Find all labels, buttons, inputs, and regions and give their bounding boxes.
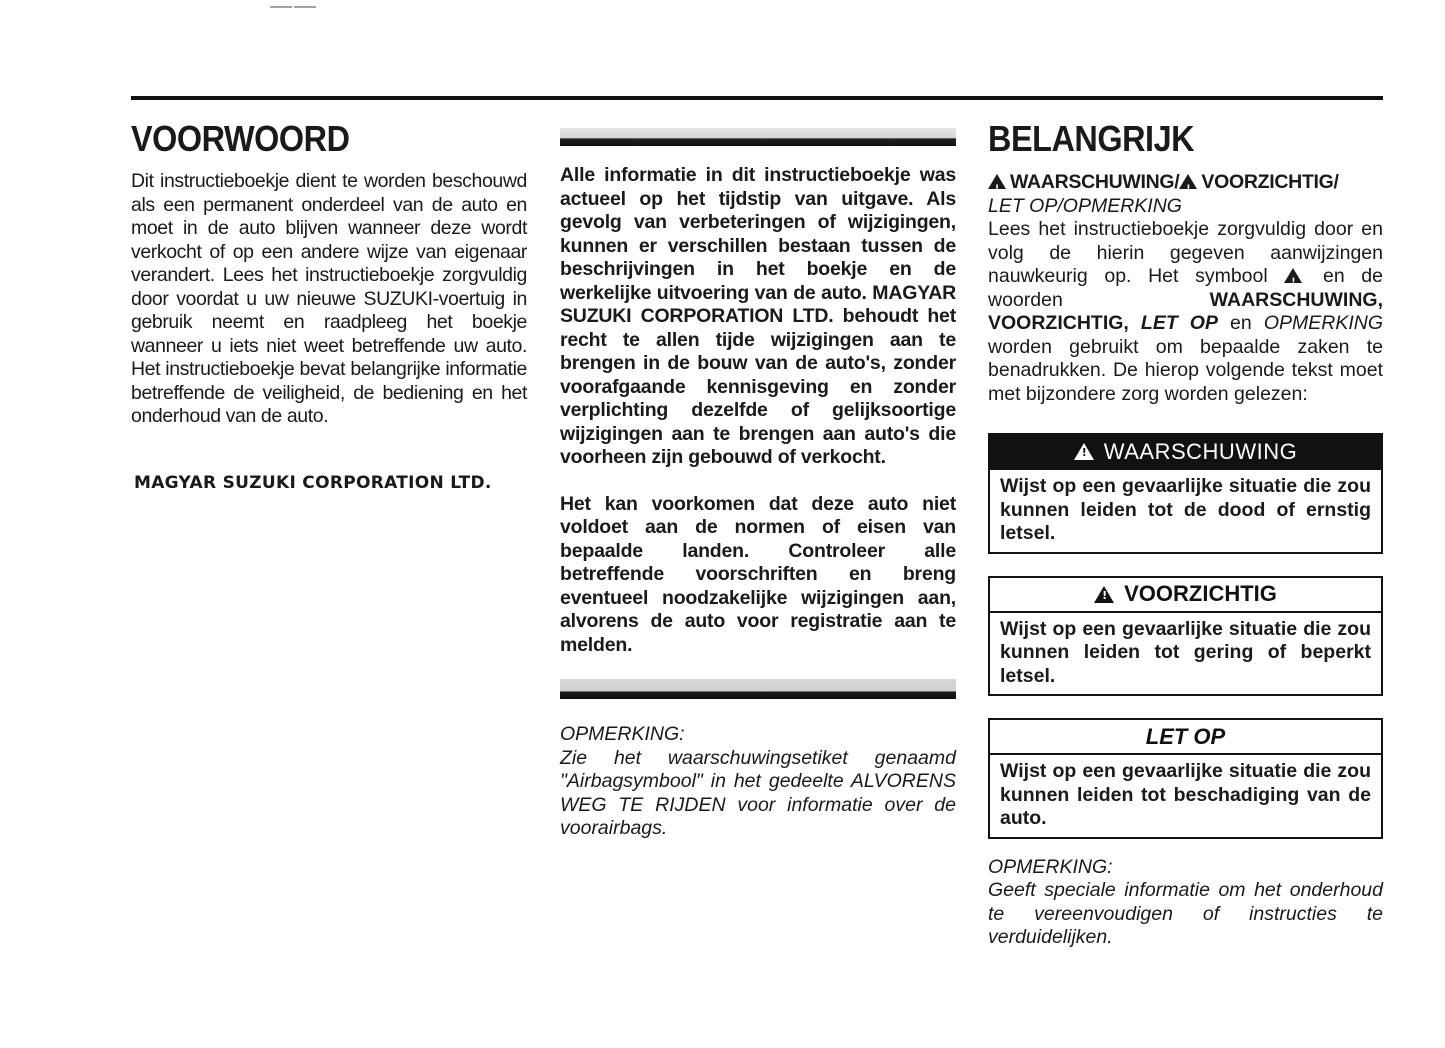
intro-part-4: worden gebruikt om bepaalde zaken te benadrukken. De hierop volgende tekst moet met bijzondere zorg worden gelezen: bbox=[988, 335, 1383, 405]
warning-triangle-icon bbox=[1284, 268, 1302, 283]
info-paragraph-1: Alle informatie in dit instructieboekje was actueel op het tijdstip van uitgave. Als gevolg van verbeteringen of wijzigingen, kunnen er verschillen bestaan tussen de beschrijvingen in het boekje en de werkelijke uitvoering van de auto. MAGYAR SUZUKI CORPORATION LTD. behoudt het recht te allen tijde wijzigingen aan te brengen in de bouw van de auto's, zonder voorafgaande kennisgeving en zonder verplichting dezelfde of gelijksoortige wijzigingen aan te brengen aan auto's die voorheen zijn gebouwd of verkocht. bbox=[560, 164, 956, 468]
warning-box bbox=[988, 433, 1383, 554]
heading-belangrijk: BELANGRIJK bbox=[988, 118, 1195, 159]
warning-triangle-icon bbox=[1094, 586, 1114, 603]
notice-box bbox=[988, 718, 1383, 839]
column-information bbox=[560, 128, 956, 841]
voorwoord-paragraph: Dit instructieboekje dient te worden beschouwd als een permanent onderdeel van de auto en moet in de auto blijven wanneer deze wordt verkocht of op een andere wijze van eigenaar verandert. Lees het instructieboekje zorgvuldig door voordat u uw nieuwe SUZUKI-voertuig in gebruik neemt en raadpleeg het boekje wanneer u iets niet weet betreffende uw auto. Het instructieboekje bevat belangrijke informatie betreffende de veiligheid, de bediening en het onderhoud van de auto. bbox=[131, 170, 527, 427]
warning-box-text: Wijst op een gevaarlijke situatie die zou kunnen leiden tot de dood of ernstig letsel. bbox=[1000, 475, 1371, 544]
top-rule bbox=[131, 96, 1383, 100]
signal-words-line bbox=[988, 170, 1383, 194]
caution-box bbox=[988, 576, 1383, 697]
caution-box-header bbox=[990, 578, 1381, 613]
signal-words-subline: LET OP/OPMERKING bbox=[988, 195, 1182, 217]
intro-part-2: en de woorden bbox=[988, 265, 1383, 311]
column-belangrijk bbox=[988, 118, 1383, 950]
section-bar-bottom bbox=[560, 679, 956, 699]
heading-voorwoord: VOORWOORD bbox=[131, 118, 350, 159]
intro-bold-words: WAARSCHUWING, VOORZICHTIG, bbox=[988, 288, 1383, 334]
intro-part-1: Lees het instructieboekje zorgvuldig door en volg de hierin gegeven aanwijzingen nauwkeurig op. Het symbool bbox=[988, 218, 1383, 287]
company-signature: MAGYAR SUZUKI CORPORATION LTD. bbox=[134, 472, 492, 493]
warning-triangle-icon bbox=[988, 174, 1006, 189]
notice-box-header bbox=[990, 720, 1381, 755]
belangrijk-intro bbox=[988, 218, 1383, 406]
signal-word-waarschuwing: WAARSCHUWING/ bbox=[1010, 171, 1180, 193]
note-text: Zie het waarschuwingsetiket genaamd "Airbagsymbool" in het gedeelte ALVORENS WEG TE RIJDEN voor informatie over de voorairbags. bbox=[560, 746, 956, 839]
warning-box-header bbox=[990, 435, 1381, 470]
intro-part-3: en bbox=[1230, 312, 1252, 334]
warning-box-title: WAARSCHUWING bbox=[1103, 438, 1298, 464]
notice-box-text: Wijst op een gevaarlijke situatie die zou kunnen leiden tot beschadiging van de auto. bbox=[1000, 760, 1371, 829]
warning-triangle-icon bbox=[1179, 174, 1197, 189]
intro-opmerking: OPMERKING bbox=[1263, 312, 1383, 334]
notice-box-title: LET OP bbox=[1145, 723, 1226, 749]
signal-word-voorzichtig: VOORZICHTIG/ bbox=[1201, 171, 1339, 193]
note-label: OPMERKING: bbox=[560, 723, 685, 745]
right-note-text: Geeft speciale informatie om het onderhoud te vereenvoudigen of instructies te verduidelijken. bbox=[988, 879, 1383, 948]
section-bar-top bbox=[560, 128, 956, 146]
caution-box-text: Wijst op een gevaarlijke situatie die zou kunnen leiden tot gering of beperkt letsel. bbox=[1000, 617, 1371, 687]
warning-triangle-icon bbox=[1074, 443, 1094, 460]
right-note-label: OPMERKING: bbox=[988, 855, 1113, 878]
info-paragraph-2: Het kan voorkomen dat deze auto niet voldoet aan de normen of eisen van bepaalde landen. Controleer alle betreffende voorschriften en breng eventueel noodzakelijke wijzigingen aan, alvorens de auto voor registratie aan te melden. bbox=[560, 492, 956, 656]
page-corner-marks bbox=[270, 6, 316, 8]
column-voorwoord bbox=[131, 118, 527, 493]
intro-let-op: LET OP bbox=[1140, 312, 1218, 334]
caution-box-title: VOORZICHTIG bbox=[1124, 581, 1277, 606]
